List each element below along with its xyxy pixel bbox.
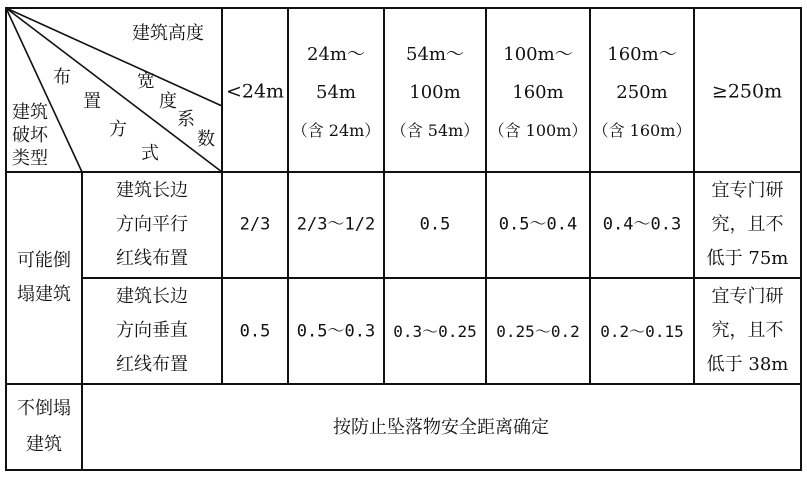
corner-width-char-3: 系 xyxy=(177,109,195,130)
row1-layout-line: 方向平行 xyxy=(116,214,188,235)
corner-layout-char-2: 置 xyxy=(83,91,101,112)
row1-last-line: 低于 75m xyxy=(706,248,789,269)
height-range-24-54 xyxy=(288,28,384,158)
non-collapse-line: 建筑 xyxy=(26,434,62,455)
corner-failure-line-1: 建筑 xyxy=(12,102,48,123)
row2-layout-line: 建筑长边 xyxy=(116,286,188,307)
row1-value-lt24: 2/3 xyxy=(239,214,271,235)
row1-last-line: 究，且不 xyxy=(711,214,784,235)
row1-value-ge250 xyxy=(694,172,801,278)
height-range-line: （含 24m） xyxy=(291,121,381,140)
row1-layout-line: 红线布置 xyxy=(116,248,188,269)
row2-layout xyxy=(82,278,222,384)
corner-layout-char-3: 方 xyxy=(109,119,127,140)
height-range-line: 24m～ xyxy=(307,44,365,65)
height-range-line: （含 160m） xyxy=(592,121,692,140)
height-range-160-250 xyxy=(590,28,694,158)
row2-value-100-160: 0.25～0.2 xyxy=(496,322,580,341)
height-range-line: （含 54m） xyxy=(390,121,480,140)
height-range-line: 100m～ xyxy=(503,44,573,65)
non-collapse-line: 不倒塌 xyxy=(17,398,71,419)
corner-failure-line-2: 破坏 xyxy=(12,125,48,146)
non-collapse-rule: 按防止坠落物安全距离确定 xyxy=(333,417,549,438)
row2-last-line: 低于 38m xyxy=(706,354,789,375)
row2-layout-line: 方向垂直 xyxy=(116,320,188,341)
row1-value-160-250: 0.4～0.3 xyxy=(602,214,682,235)
non-collapse-label xyxy=(6,384,82,470)
height-range-line: 160m～ xyxy=(607,44,677,65)
corner-building-height: 建筑高度 xyxy=(132,23,204,44)
row2-last-line: 究，且不 xyxy=(711,320,784,341)
row2-value-ge250 xyxy=(694,278,801,384)
height-range-line: 250m xyxy=(616,82,668,103)
corner-width-char-4: 数 xyxy=(197,129,215,150)
row1-value-54-100: 0.5 xyxy=(419,214,451,235)
row2-value-lt24: 0.5 xyxy=(239,321,271,342)
height-range-lt24: <24m xyxy=(225,80,285,103)
height-range-line: 160m xyxy=(512,82,564,103)
corner-width-char-2: 度 xyxy=(159,91,177,112)
height-range-line: 54m xyxy=(316,82,356,103)
row2-value-160-250: 0.2～0.15 xyxy=(600,322,684,341)
row2-layout-line: 红线布置 xyxy=(116,354,188,375)
height-range-100-160 xyxy=(486,28,590,158)
row1-layout xyxy=(82,172,222,278)
row2-value-54-100: 0.3～0.25 xyxy=(393,322,477,341)
height-range-line: 54m～ xyxy=(406,44,464,65)
row1-layout-line: 建筑长边 xyxy=(116,180,188,201)
row1-last-line: 宜专门研 xyxy=(711,180,784,201)
height-range-54-100 xyxy=(384,28,486,158)
row2-value-24-54: 0.5～0.3 xyxy=(296,321,376,342)
corner-failure-line-3: 类型 xyxy=(12,148,48,169)
corner-layout-char-4: 式 xyxy=(141,143,159,164)
height-range-line: （含 100m） xyxy=(488,121,588,140)
height-range-line: 100m xyxy=(409,82,461,103)
row1-value-24-54: 2/3～1/2 xyxy=(296,214,376,235)
height-range-ge250: ≥250m xyxy=(711,80,783,103)
row2-last-line: 宜专门研 xyxy=(711,286,784,307)
corner-width-char-1: 宽 xyxy=(137,71,155,92)
collapse-group-label xyxy=(6,242,82,314)
row1-value-100-160: 0.5～0.4 xyxy=(498,214,578,235)
collapse-group-line: 可能倒塌建筑 xyxy=(17,250,71,305)
corner-layout-char-1: 布 xyxy=(53,67,71,88)
